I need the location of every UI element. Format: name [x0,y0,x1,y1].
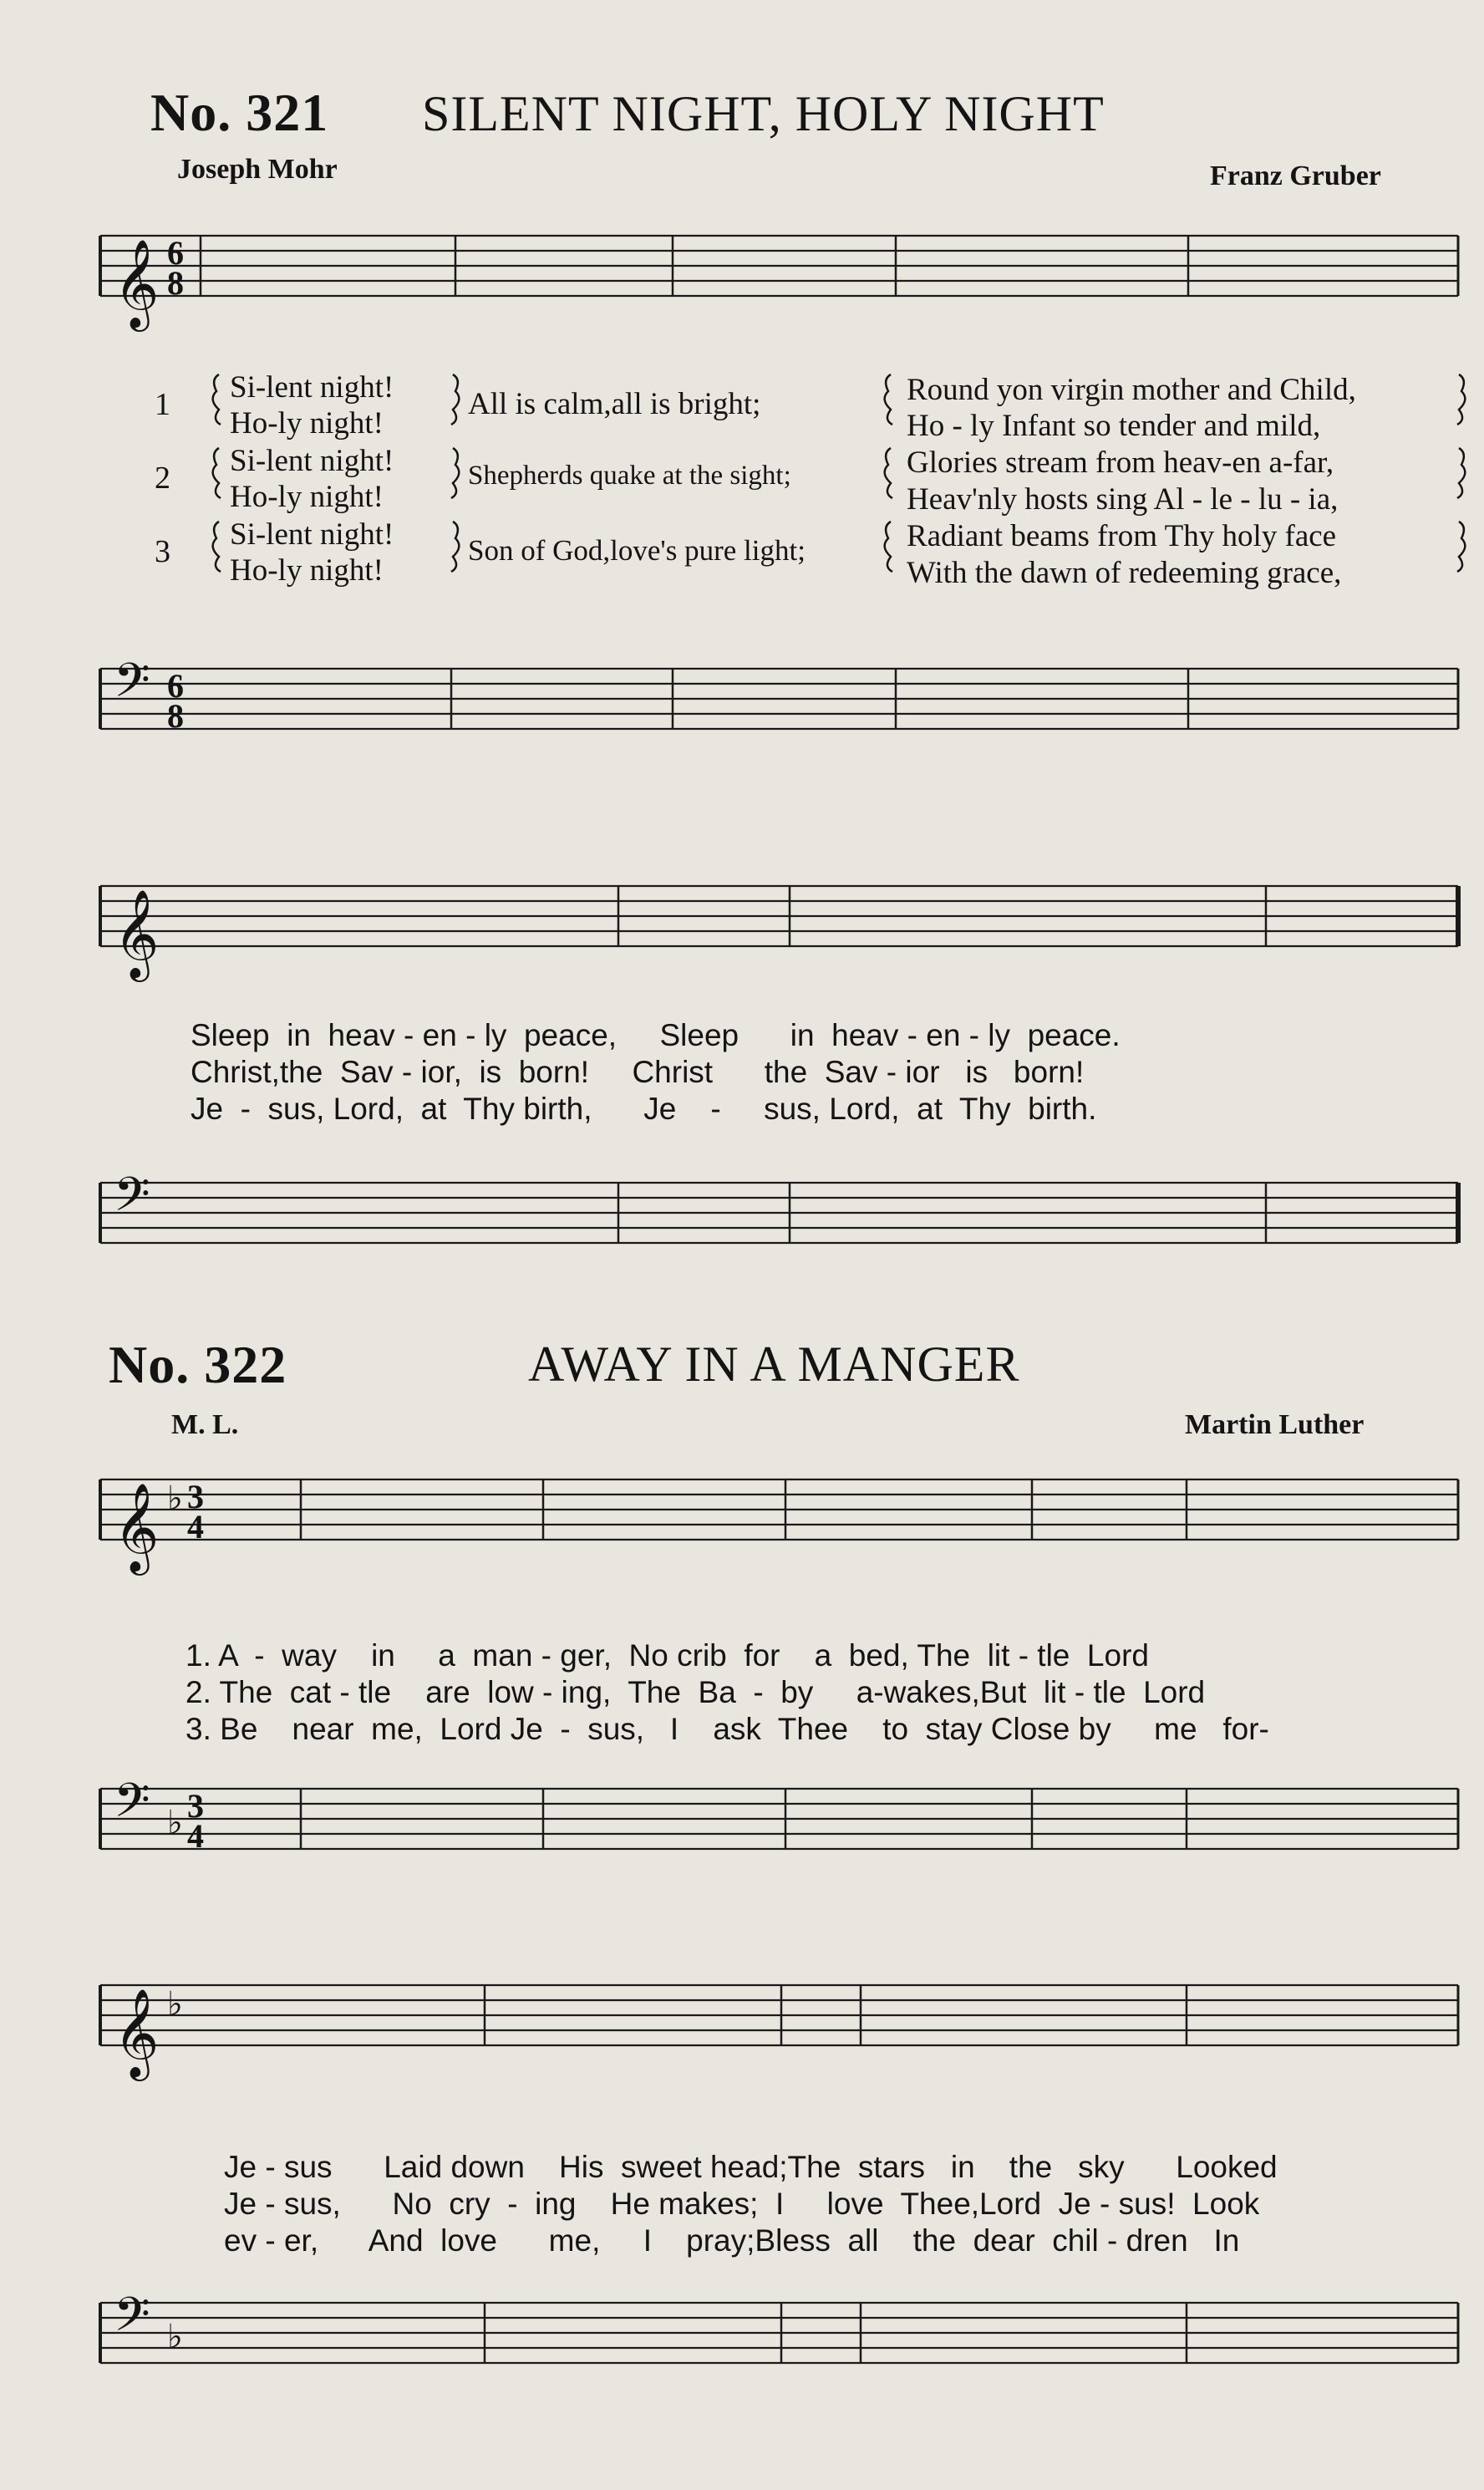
treble-clef-icon: 𝄞 [114,1482,160,1571]
time-signature-top: 3 [187,1478,204,1515]
time-signature-bottom: 4 [187,1817,204,1855]
hymn-322-lyric-line-5: Je - sus, No cry - ing He makes; I love Thee,Lord Je - sus! Look [224,2187,1260,2221]
verse-2-line-d: Glories stream from heav-en a-far, [907,446,1334,480]
treble-clef-icon: 𝄞 [114,889,160,978]
verse-3-line-e: With the dawn of redeeming grace, [907,556,1342,590]
time-signature-top: 3 [187,1787,204,1825]
key-signature-flat-icon: ♭ [167,1985,183,2024]
hymn-321-lyric-line-1: Sleep in heav - en - ly peace, Sleep in heav - en - ly peace. [191,1018,1121,1052]
time-signature-top: 6 [167,667,184,705]
hymn-321-lyric-line-3: Je - sus, Lord, at Thy birth, Je - sus, Lord, at Thy birth. [191,1092,1097,1126]
hymn-322-lyric-line-4: Je - sus Laid down His sweet head;The stars in the sky Looked [224,2150,1278,2184]
verse-number-1: 1 [155,387,170,422]
verse-1-line-c: All is calm,all is bright; [468,387,761,421]
time-signature-bottom: 4 [187,1508,204,1545]
treble-clef-icon: 𝄞 [114,1988,160,2077]
hymn-321-lyric-line-2: Christ,the Sav - ior, is born! Christ the Sav - ior is born! [191,1055,1085,1089]
verse-2-line-c: Shepherds quake at the sight; [468,461,791,491]
verse-number-2: 2 [155,461,170,496]
time-signature-bottom: 8 [167,264,184,302]
hymn-322-number: No. 322 [109,1335,287,1394]
verse-2-line-b: Ho-ly night! [230,480,384,514]
hymn-322-lyricist: M. L. [171,1409,239,1440]
time-signature-top: 6 [167,234,184,272]
verse-3-line-d: Radiant beams from Thy holy face [907,519,1337,553]
hymn-321-number: No. 321 [150,83,329,142]
bass-clef-icon: 𝄢 [114,1774,150,1840]
verse-3-line-b: Ho-ly night! [230,553,384,588]
bass-clef-icon: 𝄢 [114,654,150,720]
treble-clef-icon: 𝄞 [114,238,160,328]
verse-2-line-a: Si-lent night! [230,444,394,478]
key-signature-flat-icon: ♭ [167,2318,183,2356]
bass-clef-icon: 𝄢 [114,1168,150,1234]
key-signature-flat-icon: ♭ [167,1479,183,1518]
hymn-322-lyric-line-6: ev - er, And love me, I pray;Bless all the dear chil - dren In [224,2223,1240,2258]
hymn-321-lyricist: Joseph Mohr [177,154,338,185]
verse-1-line-b: Ho-ly night! [230,406,384,440]
hymn-322-lyric-line-1: 1. A - way in a man - ger, No crib for a bed, The lit - tle Lord [186,1638,1149,1673]
verse-number-3: 3 [155,534,170,569]
verse-3-line-a: Si-lent night! [230,517,394,552]
verse-3-line-c: Son of God,love's pure light; [468,534,806,567]
verse-1-line-a: Si-lent night! [230,370,394,405]
verse-1-line-d: Round yon virgin mother and Child, [907,373,1356,407]
verse-1-line-e: Ho - ly Infant so tender and mild, [907,409,1321,443]
hymn-322-title: AWAY IN A MANGER [528,1337,1020,1392]
hymn-322-composer: Martin Luther [1185,1409,1365,1440]
hymn-321-title: SILENT NIGHT, HOLY NIGHT [422,86,1105,141]
key-signature-flat-icon: ♭ [167,1804,183,1842]
bass-clef-icon: 𝄢 [114,2288,150,2354]
verse-2-line-e: Heav'nly hosts sing Al - le - lu - ia, [907,482,1339,517]
hymn-321-composer: Franz Gruber [1210,160,1381,191]
hymn-322-lyric-line-2: 2. The cat - tle are low - ing, The Ba - by a-wakes,But lit - tle Lord [186,1675,1206,1709]
hymn-322-lyric-line-3: 3. Be near me, Lord Je - sus, I ask Thee to stay Close by me for- [186,1712,1269,1746]
time-signature-bottom: 8 [167,697,184,735]
